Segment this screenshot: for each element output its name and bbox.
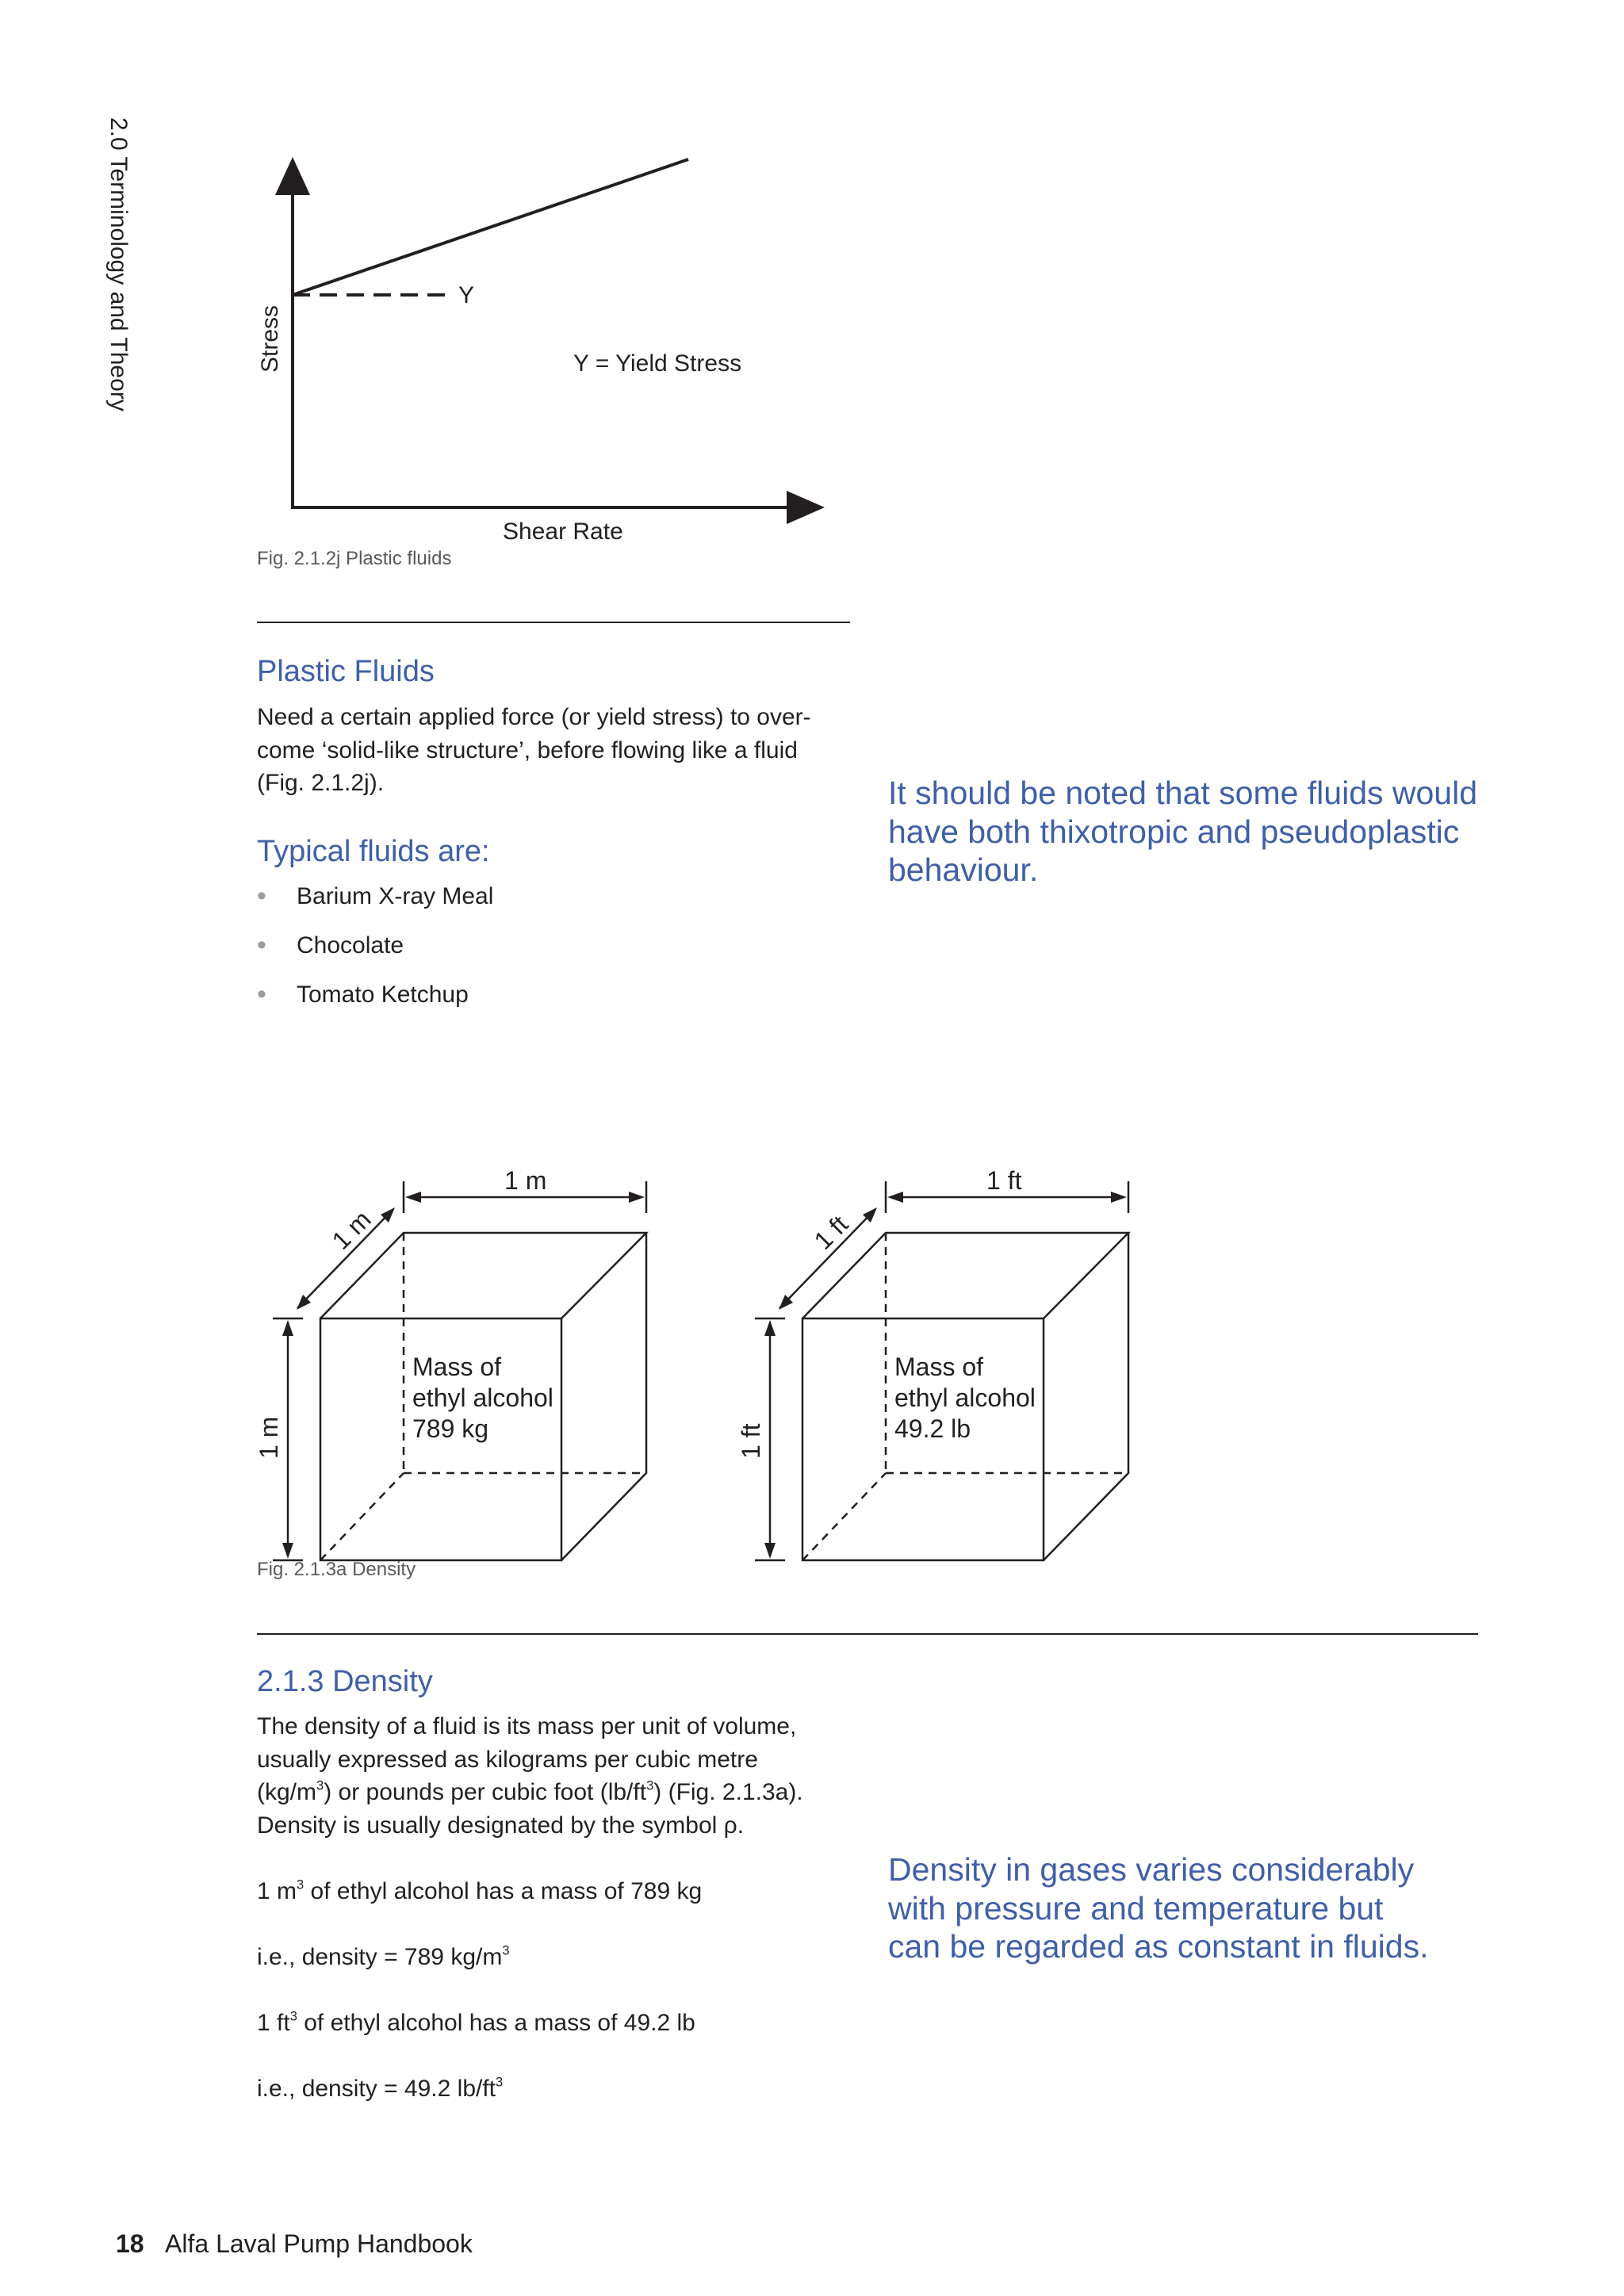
publication-title: Alfa Laval Pump Handbook bbox=[165, 2229, 473, 2258]
x-axis-label: Shear Rate bbox=[503, 519, 623, 545]
plastic-flow-line bbox=[293, 159, 688, 295]
imperial-top-dim-label: 1 ft bbox=[986, 1166, 1022, 1195]
density-line-4: Density is usually designated by the symbol ρ. bbox=[257, 1812, 745, 1839]
plastic-body-line-1: Need a certain applied force (or yield stress) to over- bbox=[257, 704, 811, 730]
metric-cube-top-face bbox=[320, 1233, 646, 1318]
density-heading: 2.1.3 Density bbox=[257, 1665, 433, 1698]
list-item: • Chocolate bbox=[257, 929, 493, 978]
density-description bbox=[257, 1710, 875, 1842]
metric-mass-label-line-3: 789 kg bbox=[412, 1414, 489, 1443]
typical-fluids-list bbox=[257, 880, 493, 1027]
metric-mass-label-line-2: ethyl alcohol bbox=[412, 1383, 553, 1412]
density-line-3: $(kg/m^3)$ or pounds per cubic foot $(lb/ft^3)$ (Fig. 2.1.3a). bbox=[257, 1778, 803, 1805]
callout-line: can be regarded as constant in fluids. bbox=[888, 1928, 1429, 1965]
metric-cube-hidden-diagonal bbox=[320, 1473, 404, 1560]
page-footer bbox=[116, 2229, 473, 2259]
y-axis-arrow bbox=[275, 157, 310, 195]
metric-top-dim-arrow-left bbox=[405, 1192, 421, 1203]
imperial-cube-right-face bbox=[1044, 1233, 1128, 1560]
plastic-body-line-2: come ‘solid-like structure’, before flowing like a fluid bbox=[257, 737, 798, 763]
example-metric-density: i.e., density = 789 $kg/m^3$ bbox=[257, 1943, 510, 1970]
plastic-body-line-3: (Fig. 2.1.2j). bbox=[257, 770, 385, 796]
gas-density-callout bbox=[888, 1850, 1570, 1966]
list-item: • Barium X-ray Meal bbox=[257, 880, 493, 929]
yield-marker-label: Y bbox=[458, 282, 475, 308]
metric-depth-dim-label: 1 m bbox=[326, 1204, 377, 1255]
section-divider-density bbox=[257, 1633, 1478, 1635]
density-examples bbox=[257, 1875, 875, 2138]
section-side-tab: 2.0 Terminology and Theory bbox=[105, 117, 132, 411]
callout-line: It should be noted that some fluids would bbox=[888, 775, 1478, 811]
page-number: 18 bbox=[116, 2229, 144, 2258]
plastic-figure-caption: Fig. 2.1.2j Plastic fluids bbox=[257, 548, 452, 569]
metric-mass-label-line-1: Mass of bbox=[412, 1353, 502, 1381]
metric-top-dim-arrow-right bbox=[629, 1192, 645, 1203]
plastic-fluids-heading: Plastic Fluids bbox=[257, 655, 435, 688]
example-imperial-mass: 1 $ft^3$ of ethyl alcohol has a mass of 49.2 lb bbox=[257, 2009, 695, 2036]
imperial-height-dim-label: 1 ft bbox=[737, 1423, 765, 1459]
callout-line: behaviour. bbox=[888, 851, 1039, 888]
section-divider-top bbox=[257, 622, 850, 623]
x-axis-arrow bbox=[787, 491, 825, 524]
imperial-mass-label-line-1: Mass of bbox=[894, 1353, 984, 1381]
list-item: • Tomato Ketchup bbox=[257, 978, 493, 1027]
thixotropic-callout bbox=[888, 774, 1570, 890]
y-axis-label: Stress bbox=[257, 304, 283, 373]
metric-height-dim-label: 1 m bbox=[255, 1416, 283, 1459]
plastic-fluids-figure bbox=[238, 151, 856, 547]
imperial-mass-label-line-2: ethyl alcohol bbox=[894, 1383, 1036, 1412]
plastic-fluids-description bbox=[257, 701, 860, 800]
density-line-1: The density of a fluid is its mass per unit of volume, bbox=[257, 1713, 797, 1739]
metric-height-dim-arrow-bottom bbox=[282, 1543, 293, 1559]
imperial-height-dim-arrow-top bbox=[764, 1320, 776, 1336]
metric-top-dim-label: 1 m bbox=[504, 1166, 547, 1195]
callout-line: with pressure and temperature but bbox=[888, 1889, 1384, 1927]
imperial-depth-dim-label: 1 ft bbox=[808, 1210, 854, 1255]
callout-line: Density in gases varies considerably bbox=[888, 1851, 1415, 1888]
imperial-cube-top-face bbox=[802, 1233, 1128, 1318]
imperial-cube-hidden-diagonal bbox=[802, 1473, 886, 1560]
metric-cube-right-face bbox=[561, 1233, 646, 1560]
metric-height-dim-arrow-top bbox=[282, 1320, 293, 1336]
imperial-top-dim-arrow-left bbox=[887, 1192, 903, 1203]
callout-line: have both thixotropic and pseudoplastic bbox=[888, 813, 1460, 850]
imperial-top-dim-arrow-right bbox=[1111, 1192, 1127, 1203]
typical-fluids-heading: Typical fluids are: bbox=[257, 835, 490, 868]
density-line-2: usually expressed as kilograms per cubic metre bbox=[257, 1746, 758, 1773]
density-figure-caption: Fig. 2.1.3a Density bbox=[257, 1559, 416, 1580]
density-figure bbox=[238, 1150, 1174, 1578]
imperial-mass-label-line-3: 49.2 lb bbox=[894, 1414, 971, 1443]
imperial-height-dim-arrow-bottom bbox=[764, 1543, 776, 1559]
example-metric-mass: 1 $m^3$ of ethyl alcohol has a mass of 789 kg bbox=[257, 1877, 703, 1904]
example-imperial-density: i.e., density = 49.2 $lb/ft^3$ bbox=[257, 2075, 504, 2102]
yield-stress-legend: Y = Yield Stress bbox=[573, 350, 742, 377]
